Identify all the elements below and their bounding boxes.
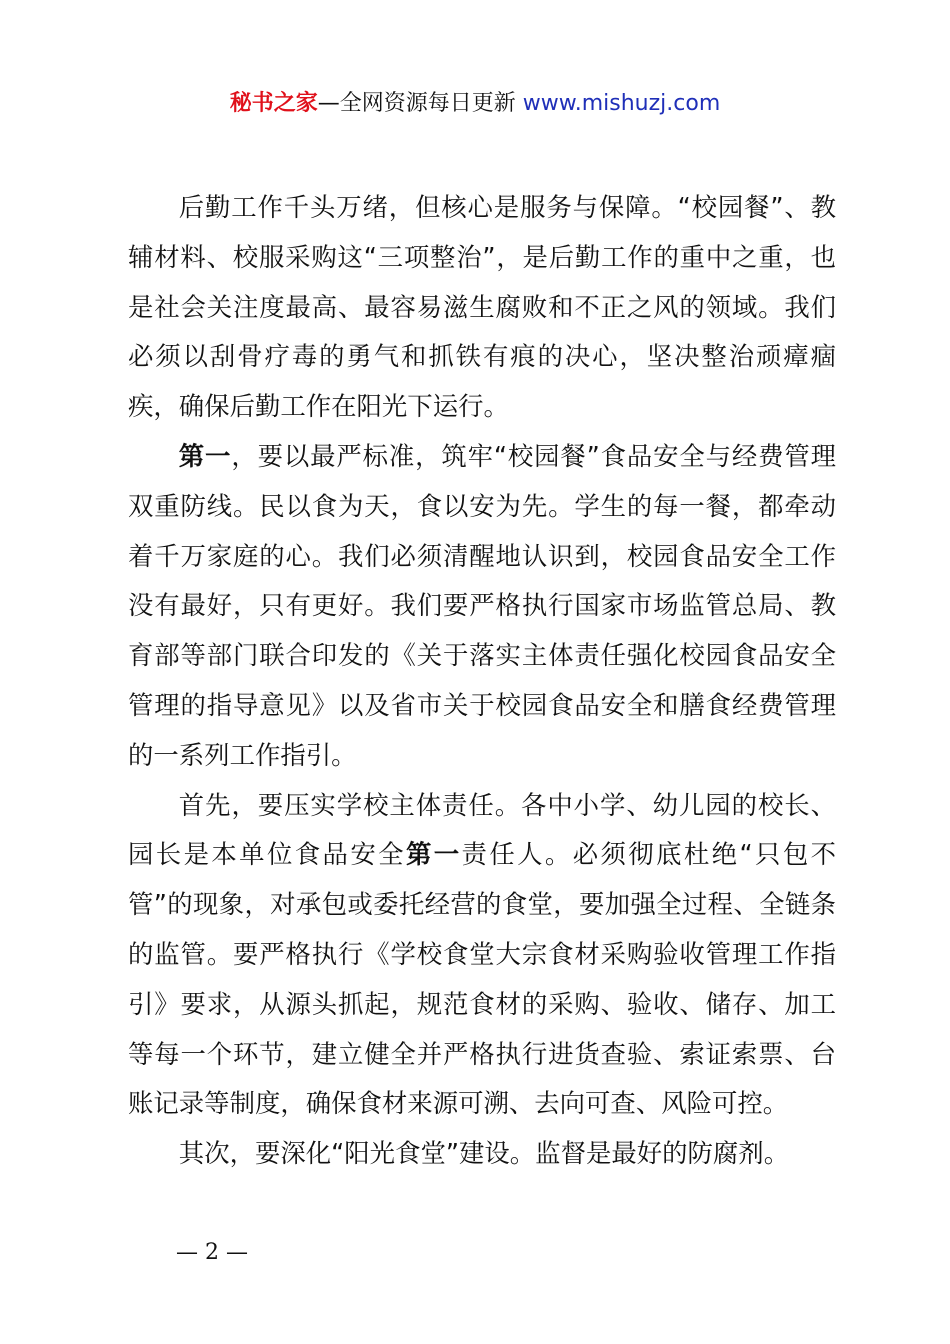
page-header: [0, 86, 950, 122]
paragraph-first-point: [128, 432, 836, 781]
paragraph-text-part2: 责任人。必须彻底杜绝“只包不管”的现象，对承包或委托经营的食堂，要加强全过程、全链条的监管。要严格执行《学校食堂大宗食材采购验收管理工作指引》要求，从源头抓起，规范食材的采购、验收、储存、加工等每一个环节，建立健全并严格执行进货查验、索证索票、台账记录等制度，确保食材来源可溯、去向可查、风险可控。: [128, 839, 837, 1119]
paragraph-lead-bold: 第一: [178, 440, 232, 471]
header-url: www.mishuzj.com: [522, 91, 721, 116]
page-number: — 2 —: [176, 1240, 248, 1265]
paragraph-text: 后勤工作千头万绪，但核心是服务与保障。“校园餐”、教辅材料、校服采购这“三项整治”，是后勤工作的重中之重，也是社会关注度最高、最容易滋生腐败和不正之风的领域。我们必须以刮骨疗毒的勇气和抓铁有痕的决心，坚决整治顽瘴痼疾，确保后勤工作在阳光下运行。: [128, 192, 836, 422]
paragraph-text: ，要以最严标准，筑牢“校园餐”食品安全与经费管理双重防线。民以食为天，食以安为先。学生的每一餐，都牵动着千万家庭的心。我们必须清醒地认识到，校园食品安全工作没有最好，只有更好。我们要严格执行国家市场监管总局、教育部等部门联合印发的《关于落实主体责任强化校园食品安全管理的指导意见》以及省市关于校园食品安全和膳食经费管理的一系列工作指引。: [128, 440, 837, 770]
document-body: [128, 183, 836, 1179]
paragraph-inline-bold: 第一: [405, 839, 462, 870]
paragraph-intro: [128, 183, 836, 432]
paragraph-text-part1: 首先，要压实学校主体责任。各中小学、幼儿园的校长、园长是本单位食品安全: [128, 789, 836, 870]
header-tagline: —全网资源每日更新: [317, 91, 516, 116]
paragraph-text: 其次，要深化“阳光食堂”建设。监督是最好的防腐剂。: [178, 1138, 790, 1169]
header-brand: 秘书之家: [229, 91, 318, 116]
paragraph-sunshine-canteen: [128, 1129, 836, 1179]
paragraph-responsibility: [128, 781, 836, 1130]
